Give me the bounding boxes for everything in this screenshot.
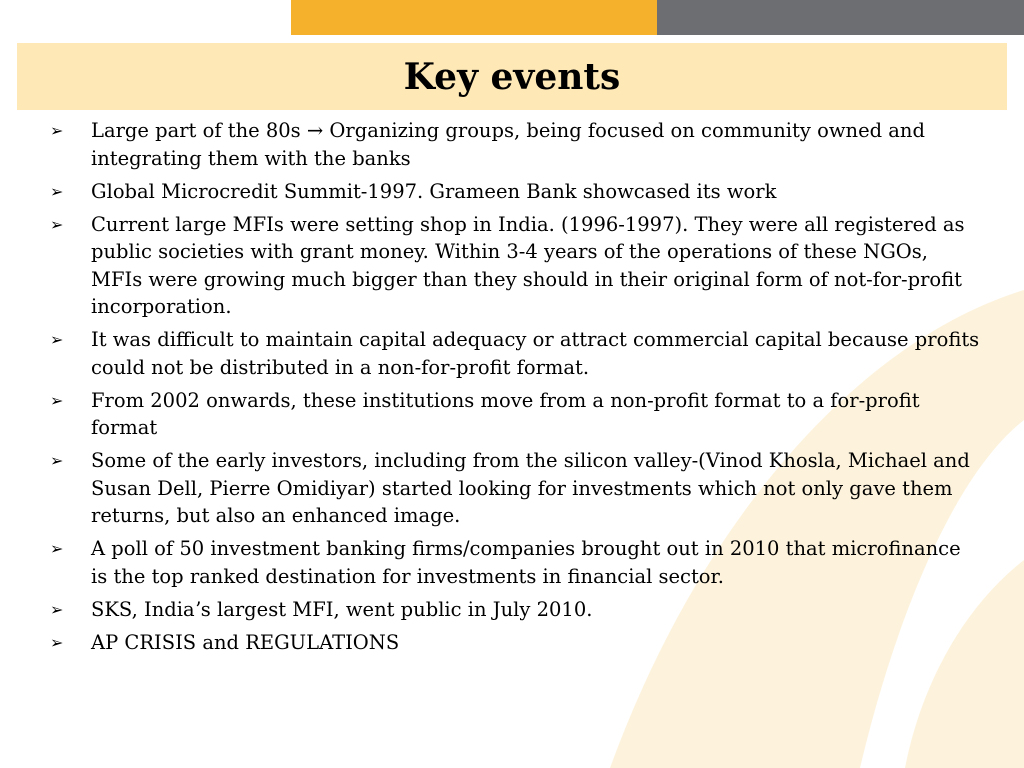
bullet-text: Global Microcredit Summit-1997. Grameen Bank showcased its work — [91, 179, 777, 203]
top-accent-bar-gray — [657, 0, 1024, 35]
list-item — [50, 447, 980, 530]
arrowhead-bullet-icon: ➢ — [50, 632, 64, 652]
list-item — [50, 211, 980, 321]
bullet-text: AP CRISIS and REGULATIONS — [91, 630, 400, 654]
bullet-list — [50, 117, 980, 662]
bullet-text: Current large MFIs were setting shop in India. (1996-1997). They were all registered as public societies with grant money. Within 3-4 years of the operations of these NGOs, MFIs were growing much bigger than they should in their original form of not-for-profit incorporation. — [91, 212, 965, 318]
arrowhead-bullet-icon: ➢ — [50, 451, 64, 470]
list-item — [50, 535, 980, 590]
arrowhead-bullet-icon: ➢ — [50, 390, 64, 410]
arrowhead-bullet-icon: ➢ — [50, 214, 64, 234]
arrowhead-bullet-icon: ➢ — [50, 181, 64, 201]
bullet-text: From 2002 onwards, these institutions move from a non-profit format to a for-profit format — [91, 388, 920, 439]
list-item — [50, 387, 980, 442]
arrowhead-bullet-icon: ➢ — [50, 330, 64, 349]
arrowhead-bullet-icon: ➢ — [50, 539, 64, 558]
list-item — [50, 326, 980, 381]
bullet-text: Some of the early investors, including from the silicon valley-(Vinod Khosla, Michael and Susan Dell, Pierre Omidiyar) started looking for investments which not only gave them returns, but also an enhanced image. — [91, 449, 970, 527]
bullet-text: A poll of 50 investment banking firms/companies brought out in 2010 that microfinance is the top ranked destination for investments in financial sector. — [91, 537, 961, 588]
arrowhead-bullet-icon: ➢ — [50, 121, 64, 140]
list-item — [50, 117, 980, 172]
list-item — [50, 629, 980, 657]
arrowhead-bullet-icon: ➢ — [50, 599, 64, 619]
slide-title: Key events — [403, 55, 621, 98]
list-item — [50, 178, 980, 206]
list-item — [50, 596, 980, 624]
bullet-text: Large part of the 80s → Organizing groups, being focused on community owned and integrating them with the banks — [91, 119, 925, 170]
bullet-text: SKS, Indiaʼs largest MFI, went public in July 2010. — [91, 597, 593, 621]
title-band — [17, 43, 1007, 110]
top-accent-bar-orange — [291, 0, 657, 35]
bullet-text: It was difficult to maintain capital adequacy or attract commercial capital because profits could not be distributed in a non-for-profit format. — [91, 328, 980, 379]
